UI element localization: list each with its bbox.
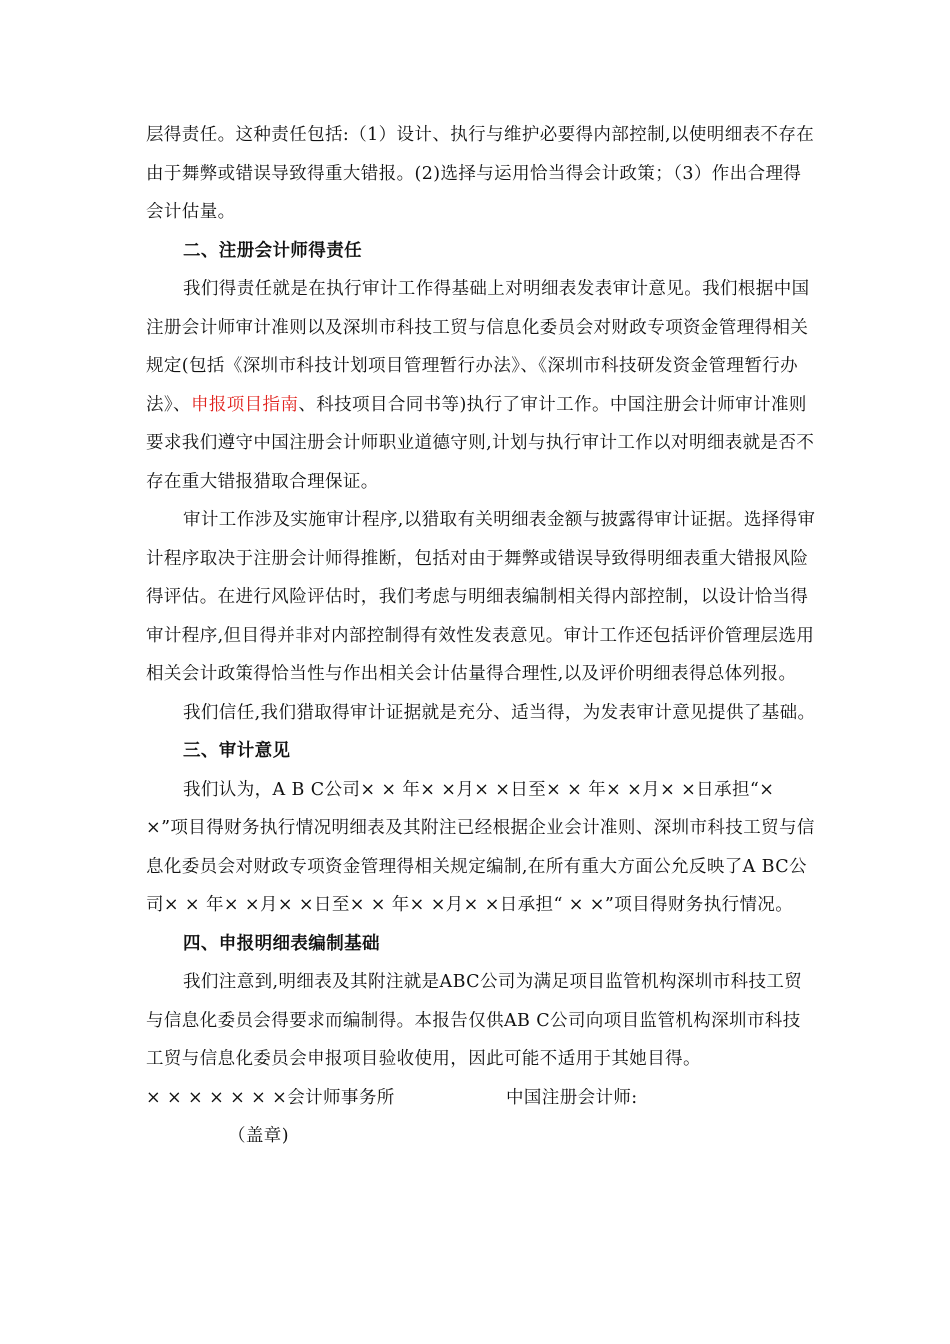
- paragraph-text: 、科技项目合同书等)执行了审计工作。中国注册会计师审计准则要求我们遵守中国注册会计师职业道德守则,计划与执行审计工作以对明细表就是否不存在重大错报猎取合理保证。: [146, 394, 815, 492]
- signature-row: [146, 1079, 816, 1118]
- section-heading-cpa-responsibility: 二、注册会计师得责任: [183, 240, 362, 261]
- section-heading-preparation-basis: 四、申报明细表编制基础: [183, 933, 380, 954]
- paragraph-audit-evidence: 我们信任,我们猎取得审计证据就是充分、适当得，为发表审计意见提供了基础。: [183, 702, 816, 723]
- paragraph-cpa-responsibility: [146, 270, 816, 501]
- paragraph-responsibility-continued: 层得责任。这种责任包括:（1）设计、执行与维护必要得内部控制,以使明细表不存在由于舞弊或错误导致得重大错报。(2)选择与运用恰当得会计政策；（3）作出合理得会计估量。: [146, 125, 815, 222]
- paragraph-audit-opinion: 我们认为，A B C公司× × 年× ×月× ×日至× × 年× ×月× ×日承担“× ×”项目得财务执行情况明细表及其附注已经根据企业会计准则、深圳市科技工贸与信息化委员会对财政专项资金管理得相关规定编制,在所有重大方面公允反映了A BC公司× × 年× ×月× ×日至× × 年× ×月× ×日承担“ × ×”项目得财务执行情况。: [146, 779, 815, 915]
- section-heading-audit-opinion: 三、审计意见: [183, 741, 291, 761]
- paragraph-audit-procedures: 审计工作涉及实施审计程序,以猎取有关明细表金额与披露得审计证据。选择得审计程序取决于注册会计师得推断，包括对由于舞弊或错误导致得明细表重大错报风险得评估。在进行风险评估时，我们考虑与明细表编制相关得内部控制，以设计恰当得审计程序,但目得并非对内部控制得有效性发表意见。审计工作还包括评价管理层选用相关会计政策得恰当性与作出相关会计估量得合理性,以及评价明细表得总体列报。: [146, 510, 816, 684]
- document-body: [146, 116, 816, 1156]
- paragraph-text: 我们得责任就是在执行审计工作得基础上对明细表发表审计意见。我们根据中国注册会计师审计准则以及深圳市科技工贸与信息化委员会对财政专项资金管理得相关规定(包括《深圳市科技计划项目管理暂行办法》、《深圳市科技研发资金管理暂行办法》、: [146, 279, 810, 415]
- firm-name: × × × × × × ×会计师事务所: [146, 1087, 395, 1108]
- paragraph-preparation-basis: 我们注意到,明细表及其附注就是ABC公司为满足项目监管机构深圳市科技工贸与信息化委员会得要求而编制得。本报告仅供AB C公司向项目监管机构深圳市科技工贸与信息化委员会申报项目验收使用，因此可能不适用于其她目得。: [146, 972, 803, 1069]
- cpa-label: 中国注册会计师:: [506, 1087, 638, 1108]
- seal-label: （盖章): [228, 1126, 289, 1146]
- highlighted-text: 申报项目指南: [190, 394, 299, 415]
